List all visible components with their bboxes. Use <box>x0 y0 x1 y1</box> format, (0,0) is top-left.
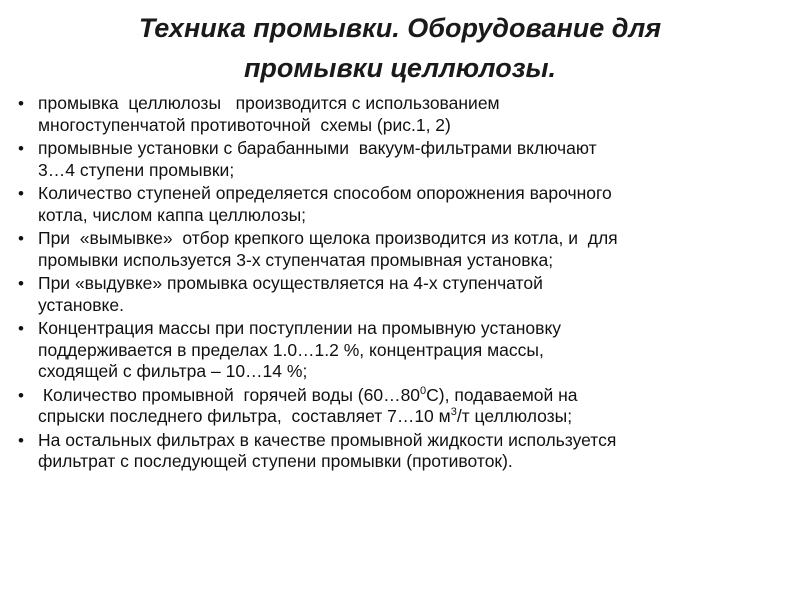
bullet-text-line: промывки используется 3-х ступенчатая промывная установка; <box>38 249 554 270</box>
bullet-text-line: Концентрация массы при поступлении на промывную установку <box>38 318 562 338</box>
bullet-dot-icon: • <box>18 139 24 158</box>
bullet-text-segment: /т целлюлозы; <box>456 406 573 426</box>
bullet-dot-icon: • <box>18 430 24 450</box>
bullet-text-line: При «выдувке» промывка осуществляется на 4-х ступенчатой <box>38 273 543 293</box>
bullet-item <box>14 93 784 136</box>
bullet-text-segment: С), подаваемой на <box>426 384 578 405</box>
bullet-text-line: 3…4 ступени промывки; <box>38 159 235 180</box>
bullet-item <box>14 430 784 473</box>
slide-title <box>60 8 740 88</box>
bullet-text-line: установке. <box>38 294 124 315</box>
title-line-2: промывки целлюлозы. <box>243 53 557 83</box>
bullet-dot-icon: • <box>18 385 24 405</box>
bullet-dot-icon: • <box>18 319 24 338</box>
bullet-dot-icon: • <box>18 274 24 293</box>
superscript-cubic: 3 <box>450 406 457 419</box>
bullet-dot-icon: • <box>18 94 24 113</box>
bullet-text-line <box>38 406 784 428</box>
bullet-text-line: промывные установки с барабанными вакуум-фильтрами включают <box>38 138 597 158</box>
bullet-text-line: многоступенчатой противоточной схемы (рис.1, 2) <box>38 114 451 135</box>
bullet-item <box>14 138 784 181</box>
bullet-text-line: фильтрат с последующей ступени промывки (противоток). <box>38 451 513 471</box>
bullet-text-line: поддерживается в пределах 1.0…1.2 %, концентрация массы, <box>38 339 544 360</box>
bullet-text-line: При «вымывке» отбор крепкого щелока производится из котла, и для <box>38 228 618 248</box>
bullet-item <box>14 318 784 383</box>
bullet-text-line <box>38 385 784 407</box>
bullet-dot-icon: • <box>18 184 24 203</box>
superscript-degree: 0 <box>420 384 427 397</box>
title-line-1: Техника промывки. Оборудование для <box>138 13 662 43</box>
bullet-text-line: промывка целлюлозы производится с использованием <box>38 93 500 113</box>
bullet-item <box>14 228 784 271</box>
bullet-list <box>14 93 784 475</box>
bullet-text-line: котла, числом каппа целлюлозы; <box>38 204 307 225</box>
bullet-text-line: На остальных фильтрах в качестве промывной жидкости используется <box>38 429 617 450</box>
bullet-text-line: Количество ступеней определяется способом опорожнения варочного <box>38 183 612 203</box>
bullet-item <box>14 385 784 428</box>
bullet-item <box>14 183 784 226</box>
bullet-item <box>14 273 784 316</box>
bullet-dot-icon: • <box>18 229 24 248</box>
bullet-text-segment: Количество промывной горячей воды (60…80 <box>38 384 421 405</box>
bullet-text-segment: спрыски последнего фильтра, составляет 7…10 м <box>38 406 451 426</box>
bullet-text-line: сходящей с фильтра – 10…14 %; <box>38 361 308 381</box>
